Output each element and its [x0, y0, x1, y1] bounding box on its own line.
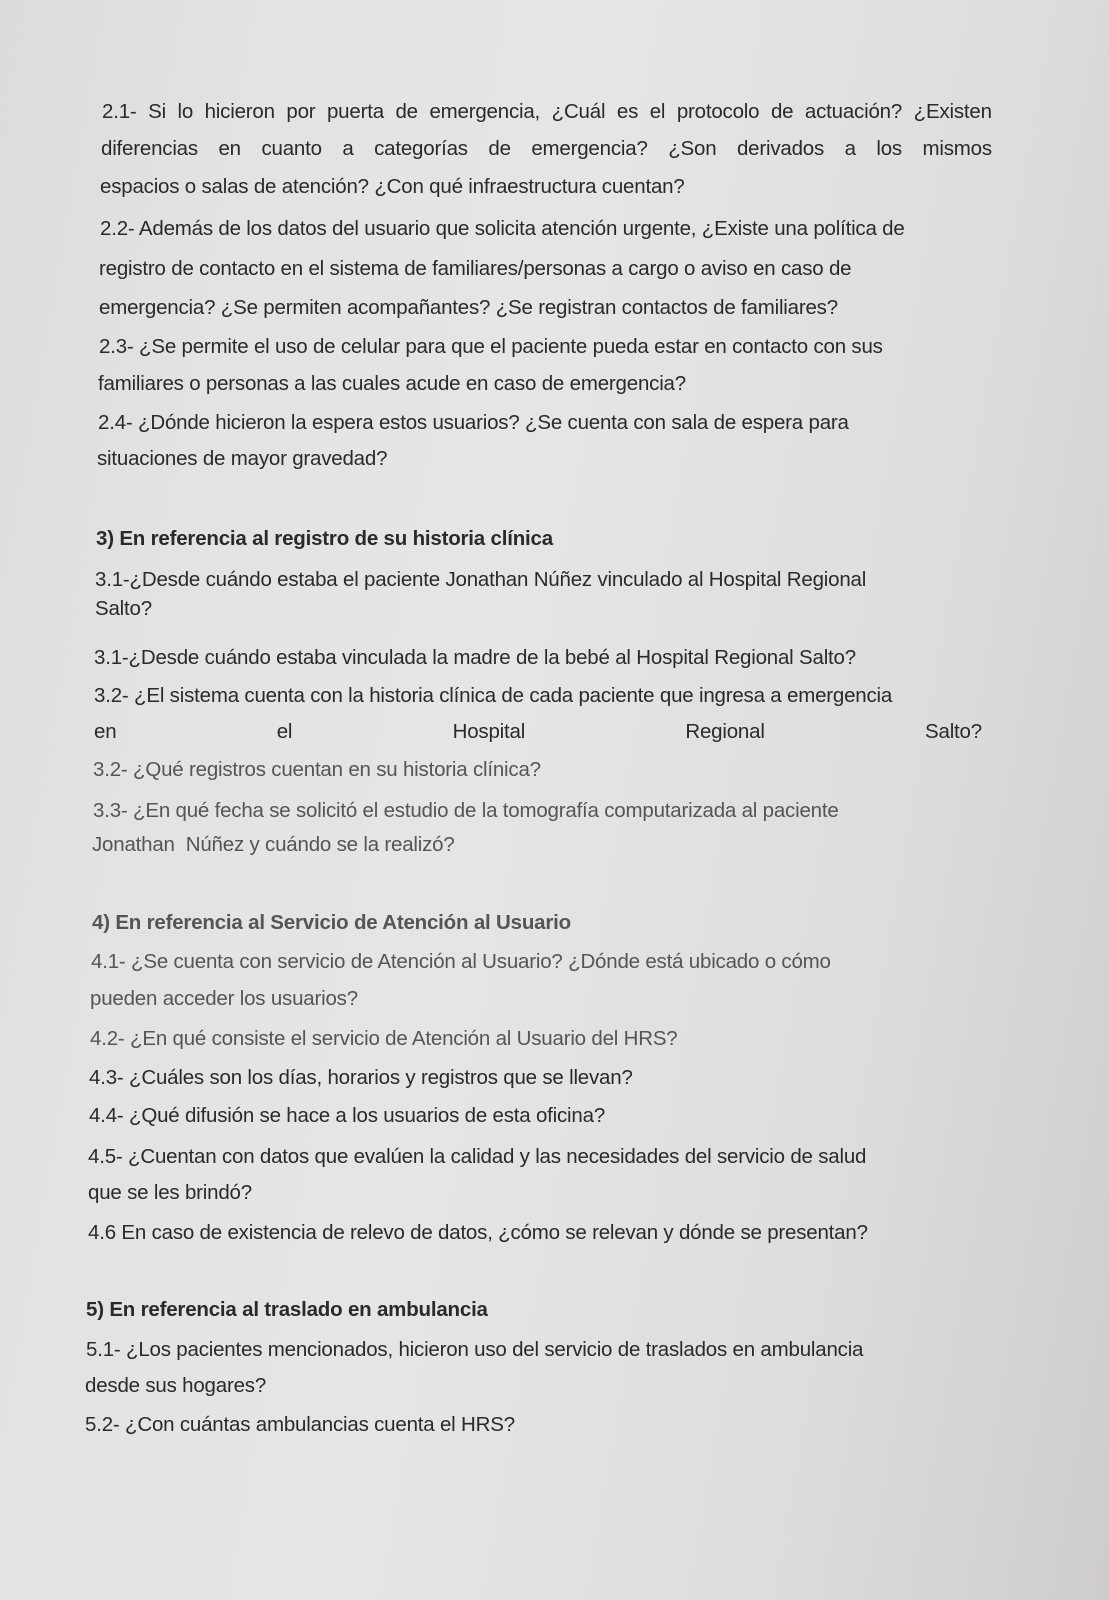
question-2-4-line-1: 2.4- ¿Dónde hicieron la espera estos usuarios? ¿Se cuenta con sala de espera para [98, 411, 849, 434]
word: hicieron [204, 100, 275, 123]
question-3-3-line-1: 3.3- ¿En qué fecha se solicitó el estudio de la tomografía computarizada al paciente [93, 799, 839, 822]
question-5-2: 5.2- ¿Con cuántas ambulancias cuenta el HRS? [85, 1413, 515, 1436]
question-4-3: 4.3- ¿Cuáles son los días, horarios y registros que se llevan? [89, 1066, 633, 1089]
question-2-3-line-2: familiares o personas a las cuales acude en caso de emergencia? [98, 372, 686, 395]
word: de [395, 100, 418, 123]
question-2-2-line-2: registro de contacto en el sistema de familiares/personas a cargo o aviso en caso de [99, 257, 852, 280]
question-5-1-line-2: desde sus hogares? [85, 1374, 267, 1397]
question-2-1-line-1 [102, 100, 992, 124]
word: emergencia, [429, 100, 541, 123]
word: a [844, 137, 856, 160]
question-2-2-line-1: 2.2- Además de los datos del usuario que solicita atención urgente, ¿Existe una política de [100, 217, 905, 240]
word: es [616, 100, 639, 123]
section-3-heading: 3) En referencia al registro de su historia clínica [96, 527, 553, 550]
word: lo [177, 100, 194, 123]
word: a [342, 137, 354, 160]
word: el [649, 100, 666, 123]
section-4-heading: 4) En referencia al Servicio de Atención al Usuario [92, 911, 571, 934]
word: ¿Cuál [551, 100, 606, 123]
question-2-1-line-2 [101, 137, 992, 161]
question-3-1b: 3.1-¿Desde cuándo estaba vinculada la madre de la bebé al Hospital Regional Salto? [94, 646, 856, 669]
word: en [218, 137, 241, 160]
question-4-6: 4.6 En caso de existencia de relevo de datos, ¿cómo se relevan y dónde se presentan? [88, 1221, 868, 1244]
word: Si [148, 100, 166, 123]
question-4-1-line-2: pueden acceder los usuarios? [90, 987, 358, 1010]
word: mismos [922, 137, 992, 160]
question-3-1a-line-1: 3.1-¿Desde cuándo estaba el paciente Jonathan Núñez vinculado al Hospital Regional [95, 568, 867, 591]
word: cuanto [261, 137, 322, 160]
word: en [94, 720, 117, 743]
question-2-3-line-1: 2.3- ¿Se permite el uso de celular para que el paciente pueda estar en contacto con sus [99, 335, 883, 358]
word: emergencia? [531, 137, 648, 160]
question-4-5-line-2: que se les brindó? [88, 1181, 252, 1204]
question-3-2a-line-2 [94, 720, 982, 744]
question-4-4: 4.4- ¿Qué difusión se hace a los usuarios de esta oficina? [89, 1104, 606, 1127]
question-3-1a-line-2: Salto? [95, 597, 152, 620]
word: puerta [326, 100, 384, 123]
question-5-1-line-1: 5.1- ¿Los pacientes mencionados, hicieron uso del servicio de traslados en ambulancia [86, 1338, 864, 1361]
word: diferencias [101, 137, 198, 160]
word: protocolo [676, 100, 760, 123]
question-2-2-line-3: emergencia? ¿Se permiten acompañantes? ¿Se registran contactos de familiares? [99, 296, 838, 319]
word: de [488, 137, 511, 160]
question-2-1-line-3: espacios o salas de atención? ¿Con qué infraestructura cuentan? [100, 175, 685, 198]
word: los [876, 137, 902, 160]
word: Salto? [925, 720, 982, 743]
word: ¿Existen [913, 100, 992, 123]
question-3-3-line-2: Jonathan Núñez y cuándo se la realizó? [92, 833, 455, 856]
word: ¿Son [668, 137, 717, 160]
word: derivados [736, 137, 825, 160]
word: categorías [374, 137, 468, 160]
question-4-5-line-1: 4.5- ¿Cuentan con datos que evalúen la calidad y las necesidades del servicio de salud [88, 1145, 867, 1168]
word: el [276, 720, 293, 743]
question-3-2b: 3.2- ¿Qué registros cuentan en su historia clínica? [93, 758, 541, 781]
question-4-1-line-1: 4.1- ¿Se cuenta con servicio de Atención al Usuario? ¿Dónde está ubicado o cómo [91, 950, 831, 973]
word: por [286, 100, 316, 123]
word: Regional [685, 720, 765, 743]
question-4-2: 4.2- ¿En qué consiste el servicio de Atención al Usuario del HRS? [90, 1027, 678, 1050]
question-3-2a-line-1: 3.2- ¿El sistema cuenta con la historia clínica de cada paciente que ingresa a emergencia [94, 684, 893, 707]
word: Hospital [452, 720, 526, 743]
word: actuación? [804, 100, 903, 123]
question-2-4-line-2: situaciones de mayor gravedad? [97, 447, 388, 470]
word: de [770, 100, 794, 123]
word: 2.1- [102, 100, 137, 123]
section-5-heading: 5) En referencia al traslado en ambulancia [86, 1298, 488, 1321]
